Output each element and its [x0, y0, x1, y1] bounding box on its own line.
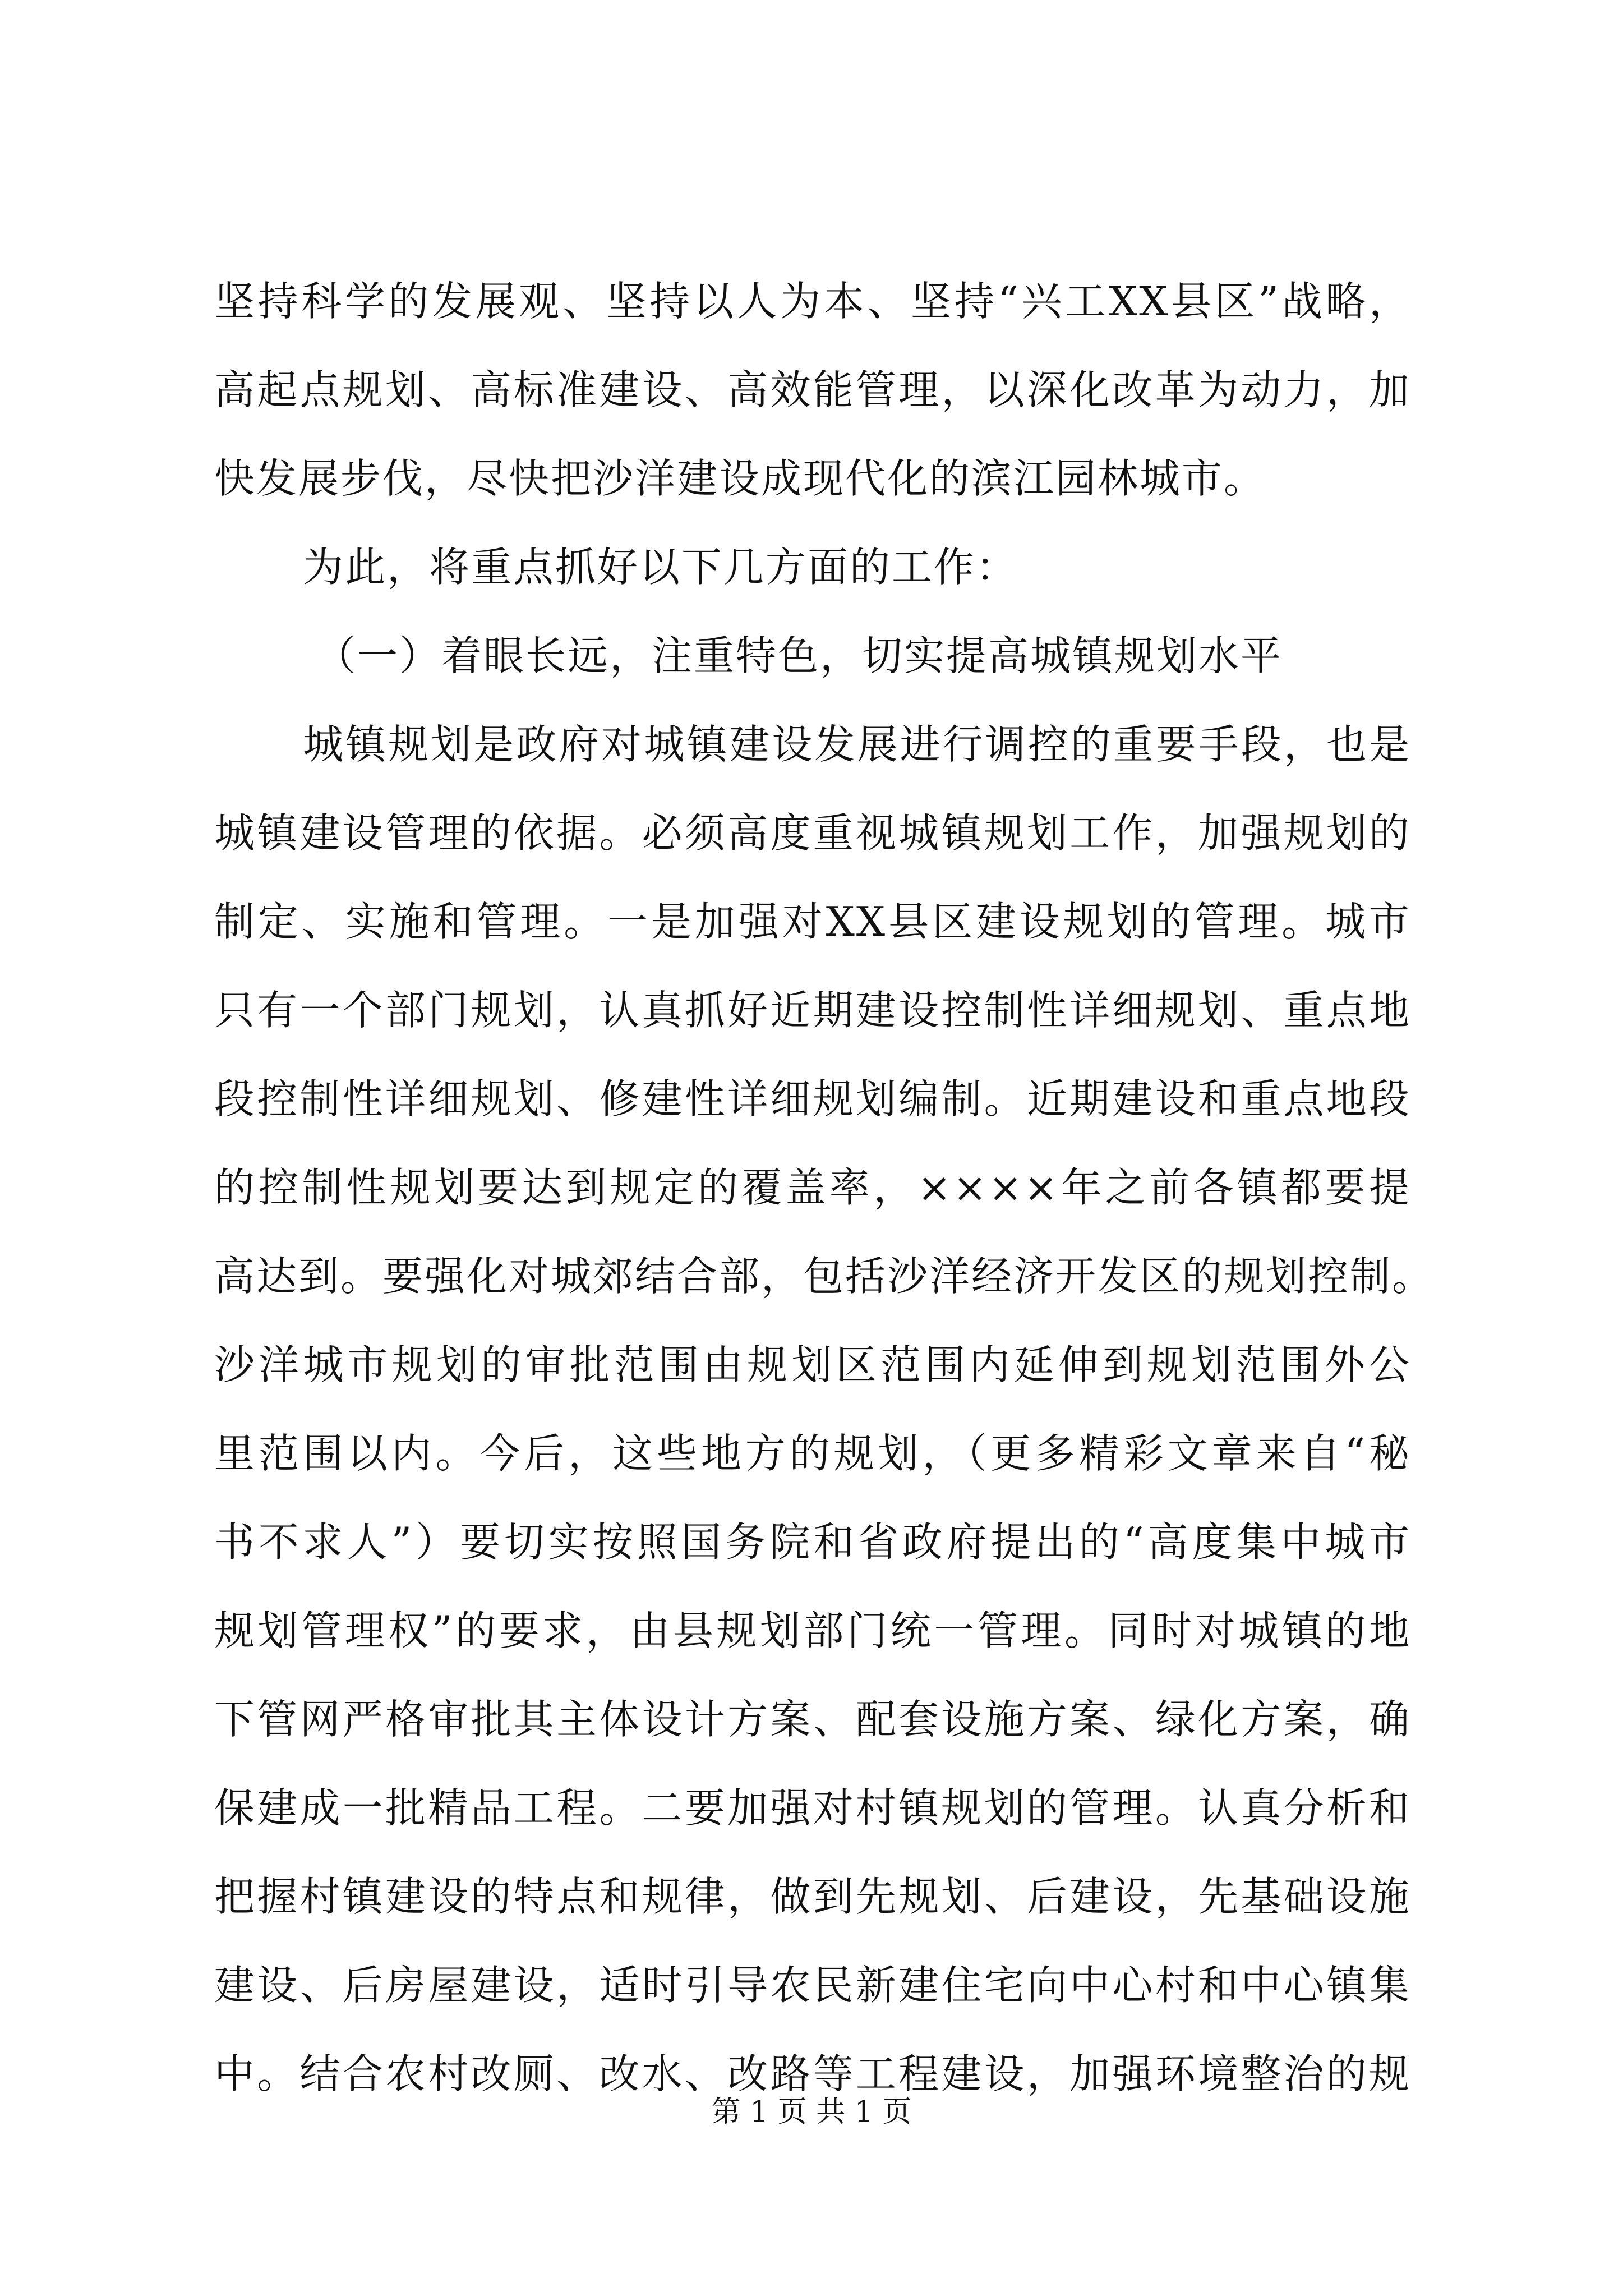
text-line: 建设、后房屋建设，适时引导农民新建住宅向中心村和中心镇集 — [214, 1962, 1411, 2009]
text-line: 制定、实施和管理。一是加强对XX县区建设规划的管理。城市 — [214, 898, 1411, 945]
document-body — [214, 257, 1435, 2118]
section-heading: （一）着眼长远，注重特色，切实提高城镇规划水平 — [315, 632, 1283, 679]
text-line: 规划管理权”的要求，由县规划部门统一管理。同时对城镇的地 — [214, 1607, 1411, 1654]
text-line: 快发展步伐，尽快把沙洋建设成现代化的滨江园林城市。 — [214, 455, 1266, 502]
text-line: 里范围以内。今后，这些地方的规划，（更多精彩文章来自“秘 — [214, 1430, 1411, 1477]
text-line: 保建成一批精品工程。二要加强对村镇规划的管理。认真分析和 — [214, 1784, 1411, 1832]
text-line: 下管网严格审批其主体设计方案、配套设施方案、绿化方案，确 — [214, 1696, 1411, 1743]
text-line: 只有一个部门规划，认真抓好近期建设控制性详细规划、重点地 — [214, 987, 1411, 1034]
text-line: 城镇建设管理的依据。必须高度重视城镇规划工作，加强规划的 — [214, 809, 1411, 857]
text-line: 书不求人”）要切实按照国务院和省政府提出的“高度集中城市 — [214, 1519, 1411, 1566]
page-footer: 第 1 页 共 1 页 — [711, 2095, 912, 2129]
text-line: 把握村镇建设的特点和规律，做到先规划、后建设，先基础设施 — [214, 1873, 1411, 1920]
text-line: 坚持科学的发展观、坚持以人为本、坚持“兴工XX县区”战略， — [214, 278, 1411, 325]
paragraph-intro: 为此，将重点抓好以下几方面的工作： — [303, 544, 1018, 591]
text-line: 的控制性规划要达到规定的覆盖率，××××年之前各镇都要提 — [214, 1164, 1411, 1211]
text-line: 中。结合农村改厕、改水、改路等工程建设，加强环境整治的规 — [214, 2050, 1411, 2097]
text-line: 高起点规划、高标准建设、高效能管理，以深化改革为动力，加 — [214, 366, 1411, 413]
text-line: 高达到。要强化对城郊结合部，包括沙洋经济开发区的规划控制。 — [214, 1253, 1435, 1300]
text-line: 沙洋城市规划的审批范围由规划区范围内延伸到规划范围外公 — [214, 1341, 1411, 1388]
paragraph-first-line: 城镇规划是政府对城镇建设发展进行调控的重要手段，也是 — [303, 721, 1411, 768]
text-line: 段控制性详细规划、修建性详细规划编制。近期建设和重点地段 — [214, 1075, 1411, 1122]
